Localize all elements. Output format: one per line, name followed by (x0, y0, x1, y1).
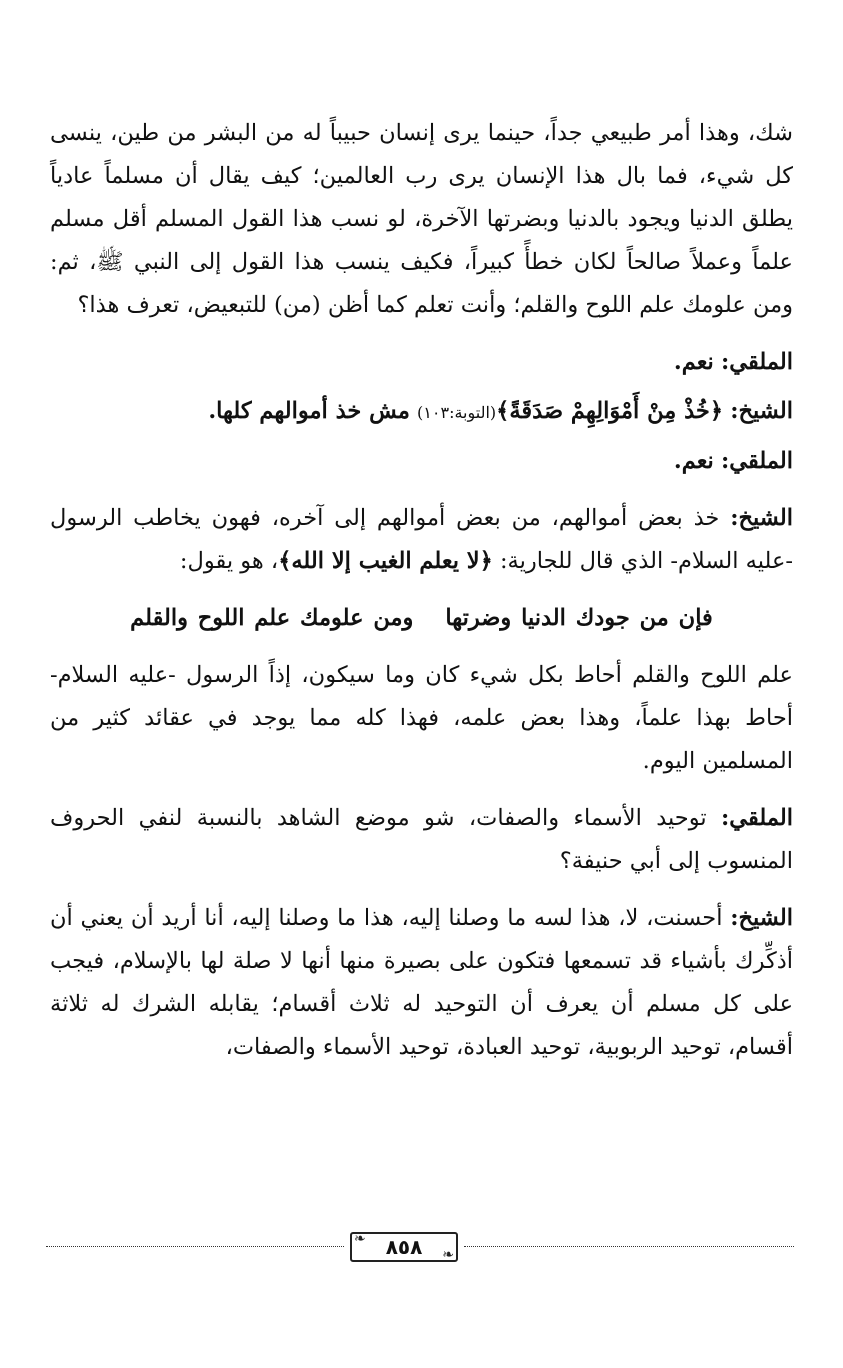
footer-rule-left (46, 1246, 344, 1247)
paragraph-explanation (50, 654, 793, 783)
paragraph-text: أحسنت، لا، هذا لسه ما وصلنا إليه، هذا ما وصلنا إليه، أنا أريد أن يعني أن أذكِّرك بأشياء قد تسمعها فتكون على بصيرة منها أنها لا صلة لها بالإسلام، فيجب على كل مسلم أن يعرف أن التوحيد له ثلاث أقسام؛ يقابله الشرك له ثلاثة أقسام، توحيد الربوبية، توحيد العبادة، توحيد الأسماء والصفات، (50, 905, 793, 1060)
paragraph-intro (50, 112, 793, 327)
poem-hemistich-1: فإن من جودك الدنيا وضرتها (445, 605, 713, 631)
page-number: ٨٥٨ (385, 1235, 423, 1259)
dialogue-text: نعم. (673, 349, 714, 375)
paragraph-sheikh-2 (50, 897, 793, 1069)
speaker-label: الشيخ: (730, 905, 793, 931)
paragraph-text: علم اللوح والقلم أحاط بكل شيء كان وما سيكون، إذاً الرسول -عليه السلام- أحاط بهذا علماً، وهذا بعض علمه، فهذا كله مما يوجد في عقائد كثير من المسلمين اليوم. (50, 662, 793, 774)
speaker-label: الشيخ: (730, 505, 793, 531)
dialogue-text: مش خذ أموالهم كلها. (208, 398, 410, 424)
dialogue-line-2 (50, 390, 793, 434)
speaker-label: الملقي: (720, 349, 793, 375)
ornament-icon: ❧ (442, 1247, 454, 1263)
paragraph-question (50, 797, 793, 883)
dialogue-line-1 (50, 341, 793, 384)
paragraph-intro-text: شك، وهذا أمر طبيعي جداً، حينما يرى إنسان حبيباً له من البشر من طين، ينسى كل شيء، فما بال هذا الإنسان يرى رب العالمين؛ كيف يقال أن مسلماً عادياً يطلق الدنيا ويجود بالدنيا وبضرتها الآخرة، لو نسب هذا القول المسلم أقل مسلم علماً وعملاً صالحاً لكان خطأً كبيراً، فكيف ينسب هذا القول إلى النبي ﷺ، ثم: ومن علومك علم اللوح والقلم؛ وأنت تعلم كما أظن (من) للتبعيض، تعرف هذا؟ (50, 120, 793, 318)
footer-rule-right (464, 1246, 794, 1247)
paragraph-text: خذ بعض أموالهم، من بعض أموالهم إلى آخره، فهون يخاطب الرسول -عليه السلام- الذي قال للجارية: (50, 505, 793, 574)
poem-verse (50, 597, 793, 640)
dialogue-text: نعم. (673, 448, 714, 474)
speaker-label: الشيخ: (730, 398, 793, 424)
paragraph-text: توحيد الأسماء والصفات، شو موضع الشاهد بالنسبة لنفي الحروف المنسوب إلى أبي حنيفة؟ (50, 805, 793, 874)
dialogue-line-3 (50, 440, 793, 483)
poem-hemistich-2: ومن علومك علم اللوح والقلم (130, 605, 414, 631)
page-number-frame (350, 1232, 458, 1262)
ornament-icon: ❧ (354, 1231, 366, 1247)
page-body (50, 112, 793, 1069)
verse-reference: (التوبة:١٠٣) (417, 403, 497, 422)
page-footer (46, 1232, 794, 1272)
paragraph-sheikh-1 (50, 497, 793, 583)
quran-verse: ﴿خُذْ مِنْ أَمْوَالِهِمْ صَدَقَةً﴾ (496, 398, 724, 424)
speaker-label: الملقي: (720, 448, 793, 474)
hadith-quote: ﴿لا يعلم الغيب إلا الله﴾ (278, 548, 493, 574)
paragraph-text-end: ، هو يقول: (179, 548, 279, 574)
speaker-label: الملقي: (720, 805, 793, 831)
